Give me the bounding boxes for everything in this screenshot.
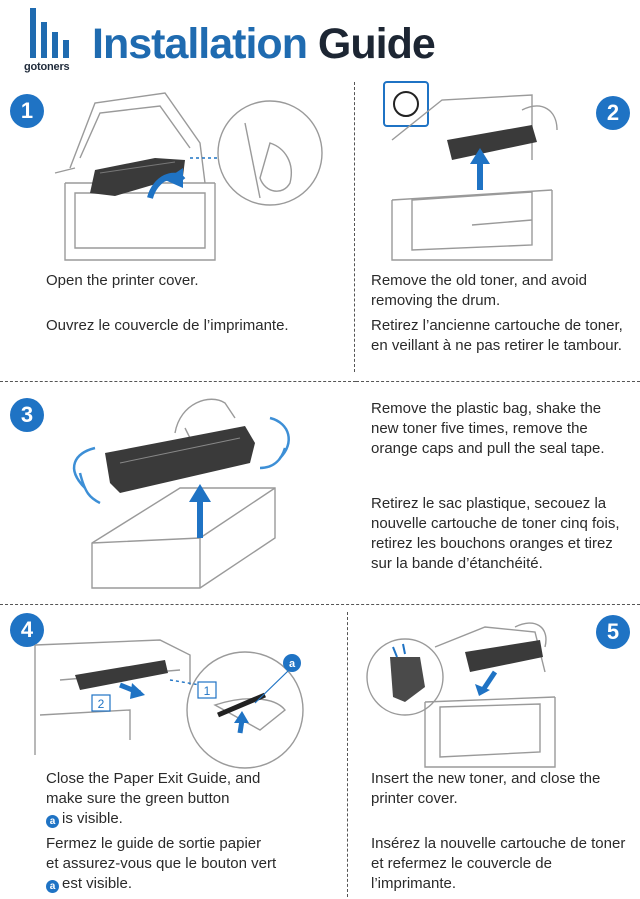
step-4-en-line2: make sure the green button xyxy=(46,790,230,807)
step-4-number: 4 xyxy=(10,613,44,647)
step-4-fr-line3: est visible. xyxy=(62,875,133,892)
step-2-text-fr: Retirez l’ancienne cartouche de toner, en veillant à ne pas retirer le tambour. xyxy=(371,317,623,354)
step-5-text-fr: Insérez la nouvelle cartouche de toner et refermez le couvercle de l’imprimante. xyxy=(371,835,626,892)
brand-logo-icon xyxy=(30,8,82,64)
step-5-number: 5 xyxy=(596,615,630,649)
step-4-fr-line1: Fermez le guide de sortie papier xyxy=(46,835,262,852)
step-4-fr-line2: et assurez-vous que le bouton vert xyxy=(46,855,277,872)
callout-a-label: a xyxy=(288,658,296,670)
title-part-installation: Installation xyxy=(92,20,307,68)
divider-horizontal-middle xyxy=(0,604,640,605)
step-1-illustration xyxy=(55,88,325,263)
divider-horizontal-top-right xyxy=(356,381,640,382)
green-button-badge-fr: a xyxy=(46,880,59,893)
step-2-illustration xyxy=(382,80,582,265)
callout-1-label: 1 xyxy=(203,684,211,698)
step-4-fr-line3-wrap xyxy=(46,874,346,894)
step-4-text-fr xyxy=(46,834,346,894)
step-5-illustration xyxy=(365,612,565,772)
step-4-en-line3-wrap xyxy=(46,809,336,829)
step-2-text-en: Remove the old toner, and avoid removing the drum. xyxy=(371,272,587,309)
page-title xyxy=(92,20,435,69)
step-2-number: 2 xyxy=(596,96,630,130)
step-3-text-en: Remove the plastic bag, shake the new toner five times, remove the orange caps and pull the seal tape. xyxy=(371,400,605,457)
step-1-text-en: Open the printer cover. xyxy=(46,272,199,289)
step-1-text-fr: Ouvrez le couvercle de l’imprimante. xyxy=(46,317,289,334)
step-4-illustration xyxy=(30,625,320,765)
step-4-en-line1: Close the Paper Exit Guide, and xyxy=(46,770,261,787)
step-3-text-fr: Retirez le sac plastique, secouez la nouvelle cartouche de toner cinq fois, retirez les bouchons oranges et tirez sur la bande d’étanchéité. xyxy=(371,495,620,572)
title-part-guide: Guide xyxy=(317,20,435,68)
step-4-text-en xyxy=(46,769,336,829)
divider-horizontal-top xyxy=(0,381,356,382)
brand-name: gotoners xyxy=(24,61,70,73)
step-4-en-line3: is visible. xyxy=(62,810,123,827)
step-1-number: 1 xyxy=(10,94,44,128)
step-3-illustration xyxy=(60,388,300,593)
callout-2-label: 2 xyxy=(97,697,105,711)
divider-vertical-bottom xyxy=(347,612,348,897)
green-button-badge: a xyxy=(46,815,59,828)
divider-vertical-top xyxy=(354,82,355,372)
step-5-text-en: Insert the new toner, and close the printer cover. xyxy=(371,770,601,807)
step-3-number: 3 xyxy=(10,398,44,432)
